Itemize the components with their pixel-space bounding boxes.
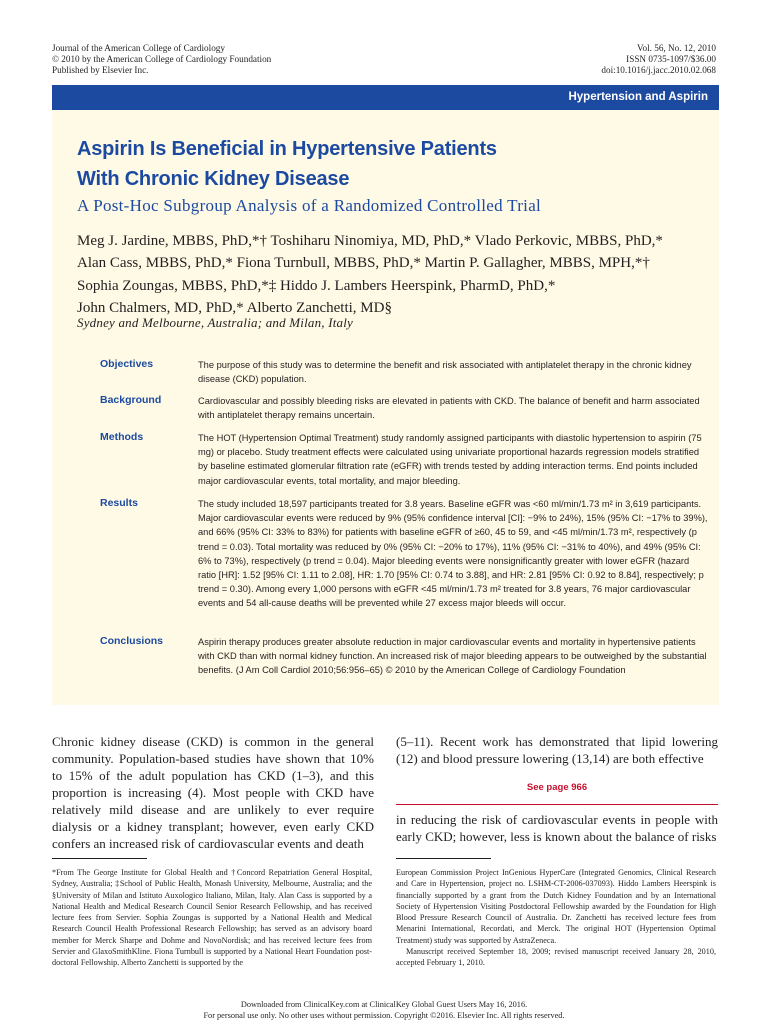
download-footer [0, 1000, 768, 1021]
section-banner [52, 85, 719, 110]
article-title-line-1: Aspirin Is Beneficial in Hypertensive Patients [77, 138, 497, 160]
abstract-text: Cardiovascular and possibly bleeding risks are elevated in patients with CKD. The balance of benefit and harm associated with antiplatelet therapy remains uncertain. [198, 396, 700, 421]
title-panel [52, 110, 719, 345]
abstract-label: Conclusions [100, 635, 164, 647]
see-page-link[interactable]: See page 966 [526, 782, 588, 793]
abstract-label: Background [100, 394, 162, 406]
footer-line-2: For personal use only. No other uses without permission. Copyright ©2016. Elsevier Inc. All rights reserved. [203, 1010, 565, 1020]
body-column-right-bottom: in reducing the risk of cardiovascular events in people with early CKD; however, less is known about the balance of risks [396, 812, 718, 844]
journal-header-left [52, 43, 271, 76]
author-line-2: Alan Cass, MBBS, PhD,* Fiona Turnbull, MBBS, PhD,* Martin P. Gallagher, MBBS, MPH,*† [77, 255, 650, 272]
article-subtitle: A Post-Hoc Subgroup Analysis of a Randomized Controlled Trial [77, 196, 542, 215]
article-title-line-2: With Chronic Kidney Disease [77, 168, 350, 190]
author-line-1: Meg J. Jardine, MBBS, PhD,*† Toshiharu Ninomiya, MD, PhD,* Vlado Perkovic, MBBS, PhD,* [77, 233, 663, 249]
abstract-text: The HOT (Hypertension Optimal Treatment) study randomly assigned participants with diastolic hypertension to aspirin (75 mg) or placebo. Study treatment effects were calculated using univariate proportional hazards regression models stratified by baseline estimated glomerular filtration rate (eGFR) with trends tested by adding interaction terms. End points included major cardiovascular events, total mortality, and major bleeding. [198, 433, 702, 486]
abstract-label: Objectives [100, 358, 154, 370]
journal-doi[interactable]: doi:10.1016/j.jacc.2010.02.068 [601, 65, 716, 75]
manuscript-dates: Manuscript received September 18, 2009; revised manuscript received January 28, 2010, accepted February 1, 2010. [396, 947, 716, 968]
author-list [77, 230, 707, 319]
footnote-left: *From The George Institute for Global Health and †Concord Repatriation General Hospital, Sydney, Australia; ‡School of Public Health, Monash University, Melbourne, Australia; and the §University of Milan and Istituto Auxologico Italiano, Milan, Italy. Alan Cass is supported by a National Health and Medical Research Council Senior Research Fellowship, and has received lecture fees from Servier. Sophia Zoungas is supported by a National Health and Medical Research Council Health Professional Research Fellowship; has served as an advisory board member for Merck Sharpe and Dohme and NovoNordisk; and has received lecture fees from Servier and GlaxoSmithKline. Fiona Turnbull is supported by a National Heart Foundation post-doctoral Fellowship. Alberto Zanchetti is supported by the [52, 868, 372, 968]
journal-copyright: © 2010 by the American College of Cardiology Foundation [52, 54, 272, 64]
footnote-divider-right [396, 858, 491, 859]
abstract-label: Methods [100, 431, 144, 443]
footnote-divider-left [52, 858, 147, 859]
see-page-divider [396, 804, 718, 805]
section-label: Hypertension and Aspirin [568, 91, 708, 103]
structured-abstract [52, 345, 719, 705]
article-title [77, 134, 697, 194]
abstract-text: The study included 18,597 participants treated for 3.8 years. Baseline eGFR was <60 ml/min/1.73 m² in 3,619 participants. Major cardiovascular events were reduced by 9% (95% confidence interval [CI]: −9% to 24%), 15% (95% CI: −17% to 39%), and 66% (95% CI: 33% to 83%) for patients with baseline eGFR of ≥60, 45 to 59, and <45 ml/min/1.73 m², respectively (p trend = 0.03). Total mortality was reduced by 0% (95% CI: −20% to 17%), 11% (95% CI: −31% to 40%), and 49% (95% CI: 6% to 73%), respectively (p trend = 0.04). Major bleeding events were nonsignificantly greater with lower eGFR (hazard ratio [HR]: 1.52 [95% CI: 1.11 to 2.08], HR: 1.70 [95% CI: 0.74 to 3.88], and HR: 2.81 [95% CI: 0.92 to 8.84], respectively; p trend = 0.30). Among every 1,000 persons with eGFR <45 ml/min/1.73 m² treated for 3.8 years, 76 major cardiovascular events and 54 all-cause deaths will be prevented while 27 excess major bleeds will occur. [198, 499, 708, 609]
journal-issn: ISSN 0735-1097/$36.00 [626, 54, 716, 64]
abstract-label: Results [100, 497, 138, 509]
footnote-right-text: European Commission Project InGenious HyperCare (Integrated Genomics, Clinical Research and Care in Hypertension, project no. LSHM-CT-2006-037093). Hiddo Lambers Heerspink is financially supported by a grant from the Dutch Kidney Foundation and by an International Society of Hypertension Visiting Postdoctoral Fellowship awarded by the Foundation for High Blood Pressure Research Council of Australia. Dr. Zanchetti has received lecture fees from Menarini International, Recordati, and Merck. The original HOT (Hypertension Optimal Treatment) study was supported by AstraZeneca. [396, 868, 716, 945]
footer-line-1: Downloaded from ClinicalKey.com at ClinicalKey Global Guest Users May 16, 2016. [240, 1000, 528, 1009]
author-line-3: Sophia Zoungas, MBBS, PhD,*‡ Hiddo J. Lambers Heerspink, PharmD, PhD,* [77, 277, 556, 294]
body-column-right-top: (5–11). Recent work has demonstrated that lipid lowering (12) and blood pressure lowering (13,14) are both effective [396, 734, 718, 766]
author-line-4: John Chalmers, MD, PhD,* Alberto Zanchetti, MD§ [77, 299, 392, 316]
journal-publisher: Published by Elsevier Inc. [52, 65, 149, 75]
affiliation: Sydney and Melbourne, Australia; and Milan, Italy [77, 315, 354, 330]
journal-name: Journal of the American College of Cardiology [52, 43, 225, 53]
body-column-left: Chronic kidney disease (CKD) is common in the general community. Population-based studies have shown that 10% to 15% of the adult population has CKD (1–3), and this proportion is increasing (4). Most people with CKD have relatively mild disease and are unlikely to ever require dialysis or a kidney transplant; however, even early CKD confers an increased risk of cardiovascular events and death [52, 734, 374, 851]
abstract-text: The purpose of this study was to determine the benefit and risk associated with antiplatelet therapy in the chronic kidney disease (CKD) population. [198, 360, 692, 385]
journal-header-right [601, 43, 716, 76]
abstract-text: Aspirin therapy produces greater absolute reduction in major cardiovascular events and mortality in hypertensive patients with CKD than with normal kidney function. An increased risk of major bleeding appears to be outweighed by the substantial benefits. (J Am Coll Cardiol 2010;56:956–65) © 2010 by the American College of Cardiology Foundation [198, 637, 707, 676]
journal-volume: Vol. 56, No. 12, 2010 [637, 43, 716, 53]
footnote-right [396, 867, 716, 969]
